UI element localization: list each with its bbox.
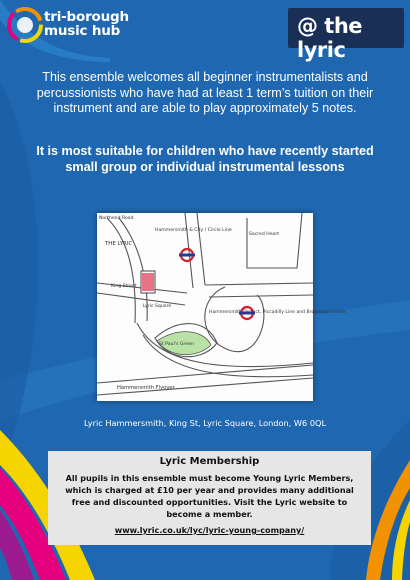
map-label-sacred: Sacred Heart <box>249 232 280 237</box>
lyric-logo: @ the lyric <box>297 14 363 62</box>
venue-address: Lyric Hammersmith, King St, Lyric Square, London, W6 0QL <box>83 418 327 428</box>
membership-body: All pupils in this ensemble must become Young Lyric Members, which is charged at £10 per year and provides many additional free and discounted opportunities. Visit the Lyric website to become a member. <box>65 473 354 519</box>
membership-link[interactable]: www.lyric.co.uk/lyc/lyric-young-company/ <box>114 525 305 535</box>
map-label-flyover: Hammersmith Flyover <box>117 385 175 391</box>
map-drawing <box>97 213 347 401</box>
membership-box <box>48 451 371 545</box>
map-label-lyric-square: Lyric Square <box>143 304 172 309</box>
map-label-station-b: Hammersmith District, Piccadilly Line and Broadway Centre <box>209 310 347 315</box>
hub-name-line1: tri-borough <box>44 9 129 25</box>
membership-title: Lyric Membership <box>159 456 260 467</box>
map-label-king-st: King Street <box>111 284 137 289</box>
map-label-station-a: Hammersmith & City / Circle Line <box>155 228 232 233</box>
map-label-lyric: THE LYRIC <box>105 241 133 247</box>
suitability-paragraph: It is most suitable for children who have recently started small group or individual instrumental lessons <box>36 144 374 174</box>
location-map <box>97 213 347 401</box>
map-label-church: St Paul's Green <box>159 342 194 347</box>
hub-name-line2: music hub <box>44 23 121 39</box>
map-label-north-end: Northend Road <box>99 216 134 221</box>
intro-paragraph: This ensemble welcomes all beginner instrumentalists and percussionists who have had at least 1 term’s tuition on their instrument and are able to play approximately 5 notes. <box>36 70 374 115</box>
